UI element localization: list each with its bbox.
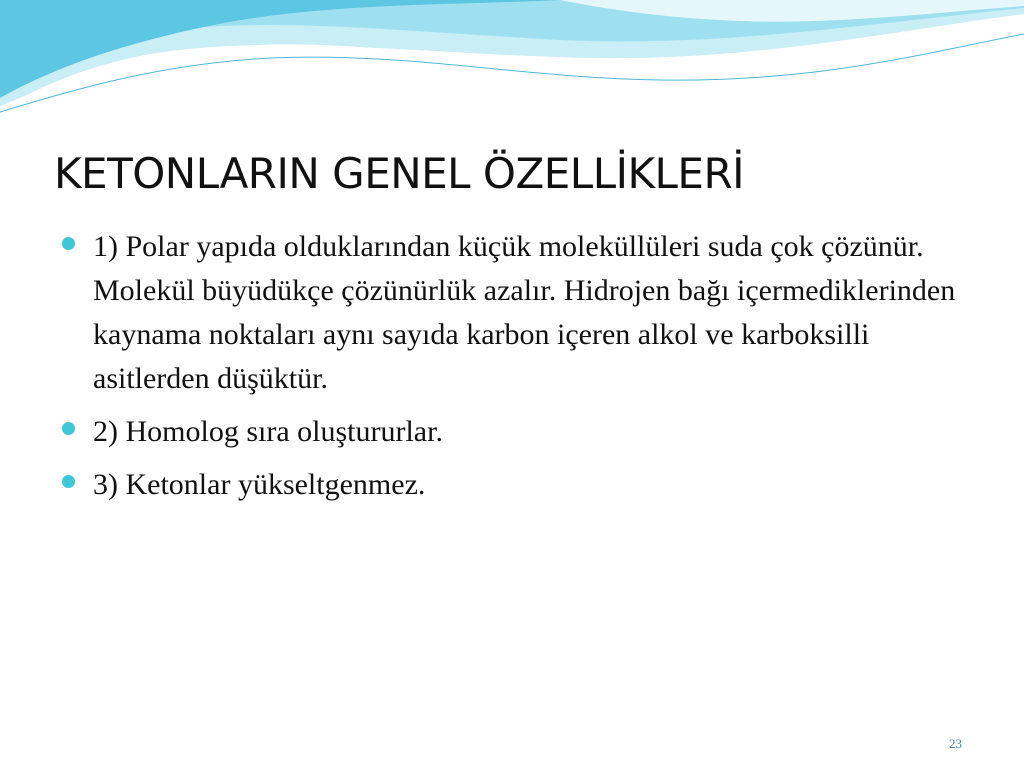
page-number: 23 bbox=[949, 736, 962, 751]
bullet-text: 2) Homolog sıra oluştururlar. bbox=[93, 415, 443, 448]
bullet-item bbox=[62, 463, 962, 507]
header-wave-decoration bbox=[0, 0, 1024, 130]
bullet-dot-icon bbox=[62, 475, 75, 488]
bullet-text: 3) Ketonlar yükseltgenmez. bbox=[93, 468, 426, 501]
slide-title: KETONLARIN GENEL ÖZELLİKLERİ bbox=[54, 149, 745, 198]
bullet-text: 1) Polar yapıda olduklarından küçük moleküllüleri suda çok çözünür. Molekül büyüdükçe çözünürlük azalır. Hidrojen bağı içermediklerinden kaynama noktaları aynı sayıda karbon içeren alkol ve karboksilli asitlerden düşüktür. bbox=[93, 230, 956, 395]
bullet-item bbox=[62, 410, 962, 454]
bullet-item bbox=[62, 225, 962, 401]
bullet-list bbox=[62, 225, 962, 516]
bullet-dot-icon bbox=[62, 237, 75, 250]
bullet-dot-icon bbox=[62, 422, 75, 435]
